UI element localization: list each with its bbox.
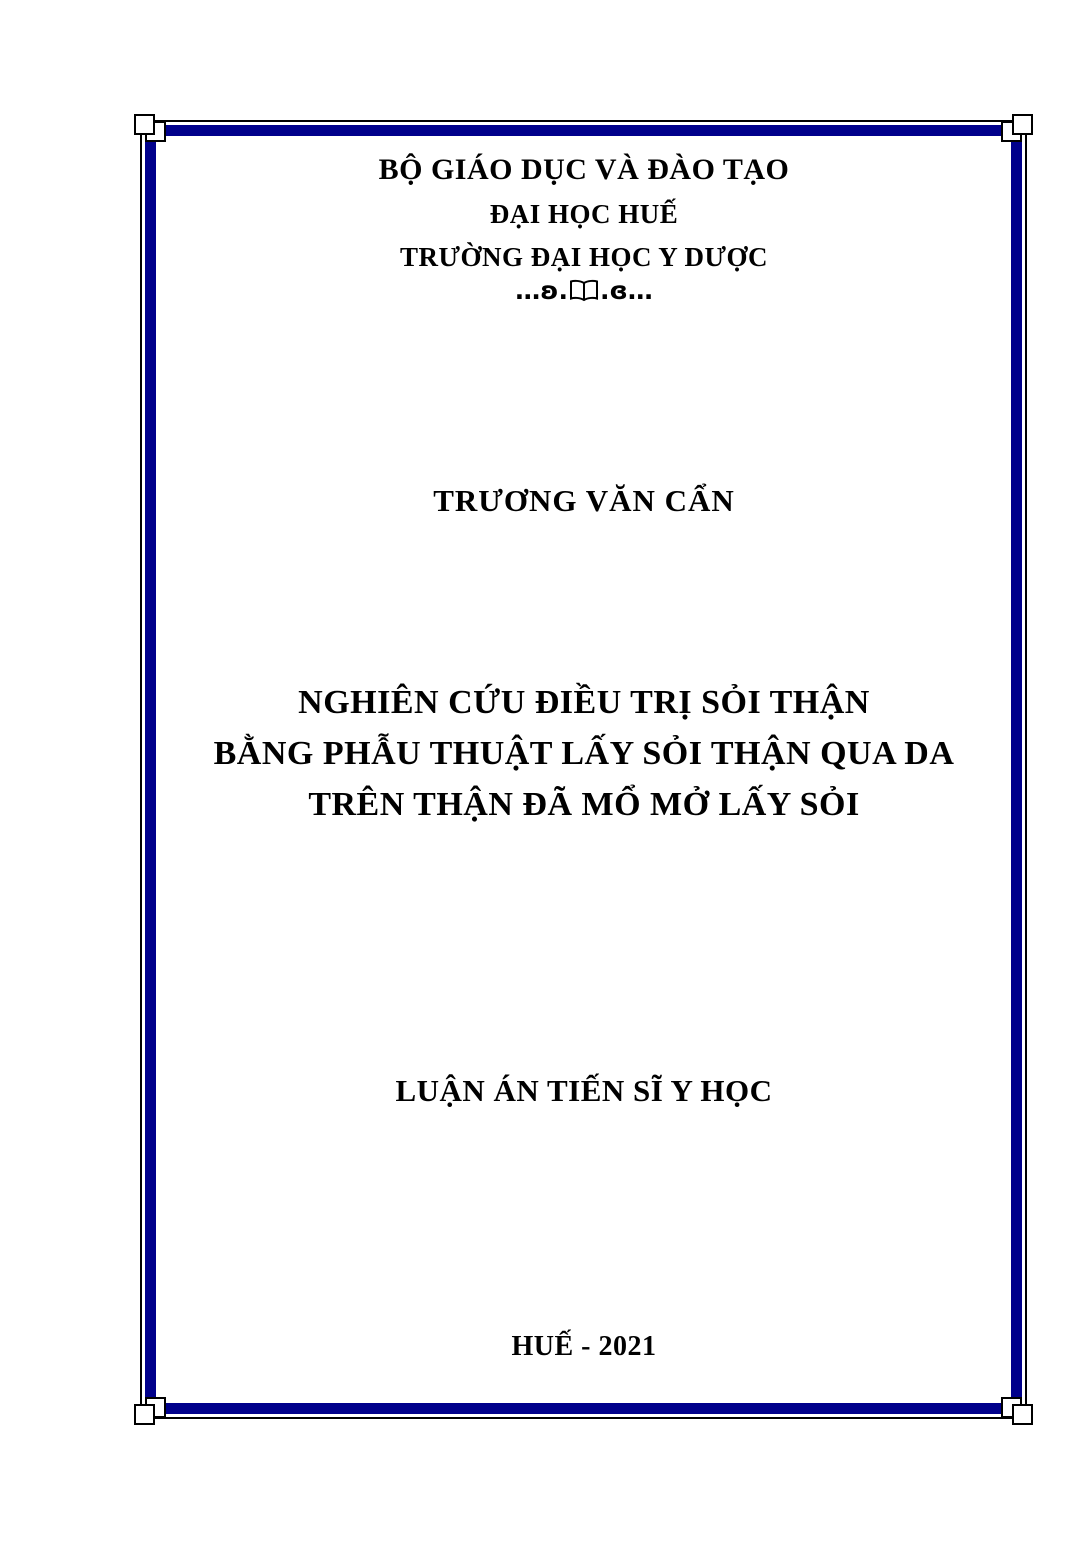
thesis-title <box>141 677 1027 830</box>
divider-ornament <box>141 276 1027 306</box>
open-book-icon <box>568 278 600 305</box>
divider-right-curl: .ɞ… <box>600 276 653 305</box>
corner-square-icon <box>1012 114 1033 135</box>
degree-label: LUẬN ÁN TIẾN SĨ Y HỌC <box>395 1073 773 1108</box>
corner-square-icon <box>134 114 155 135</box>
university-name: ĐẠI HỌC HUẾ <box>489 199 679 229</box>
corner-square-icon <box>1012 1404 1033 1425</box>
thesis-title-line1: NGHIÊN CỨU ĐIỀU TRỊ SỎI THẬN <box>298 684 870 721</box>
corner-ornament-bottom-left <box>134 1395 168 1425</box>
corner-ornament-bottom-right <box>999 1395 1033 1425</box>
school-name: TRƯỜNG ĐẠI HỌC Y DƯỢC <box>400 242 768 272</box>
thesis-title-line3: TRÊN THẬN ĐÃ MỔ MỞ LẤY SỎI <box>308 786 860 823</box>
ministry-name: BỘ GIÁO DỤC VÀ ĐÀO TẠO <box>378 153 790 186</box>
corner-square-icon <box>134 1404 155 1425</box>
corner-ornament-top-right <box>999 114 1033 144</box>
corner-ornament-top-left <box>134 114 168 144</box>
thesis-title-line2: BẰNG PHẪU THUẬT LẤY SỎI THẬN QUA DA <box>213 735 955 772</box>
author-name: TRƯƠNG VĂN CẨN <box>433 483 735 518</box>
place-year-label: HUẾ - 2021 <box>511 1331 657 1362</box>
divider-left-curl: …ʚ. <box>515 276 568 305</box>
